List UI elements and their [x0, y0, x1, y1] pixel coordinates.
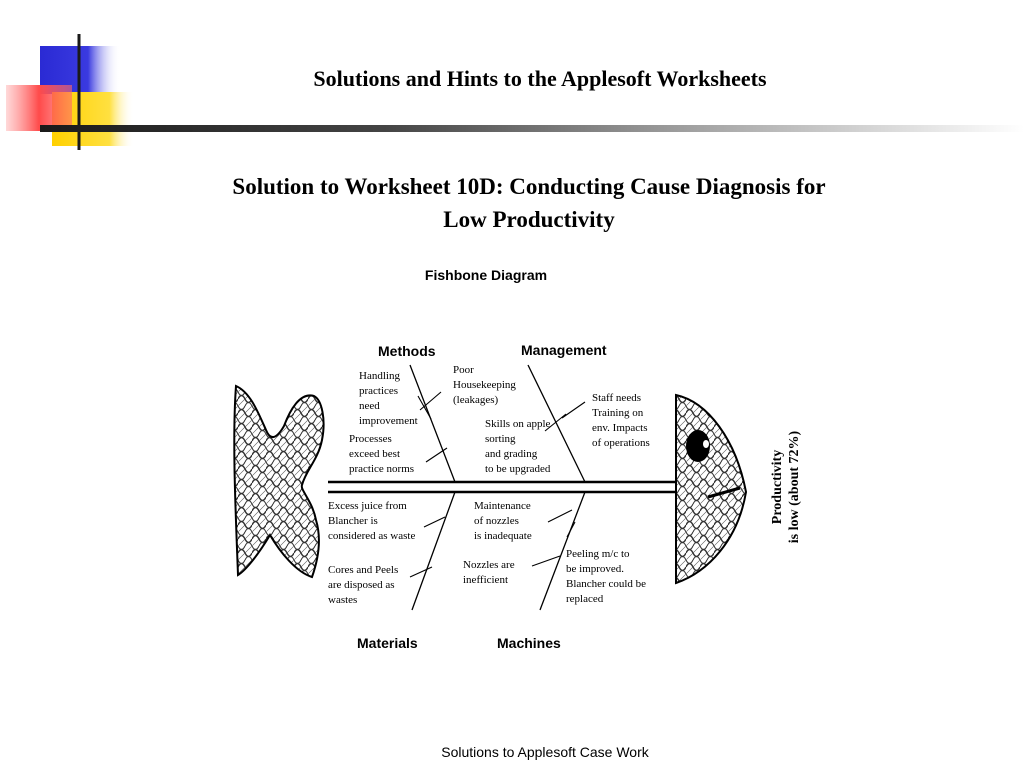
category-methods: Methods	[378, 343, 436, 359]
category-machines: Machines	[497, 635, 561, 651]
slide-title-line1: Solution to Worksheet 10D: Conducting Cause Diagnosis for	[232, 174, 826, 199]
cause-staff-training: Staff needs Training on env. Impacts of operations	[592, 392, 650, 449]
cause-poor-housekeeping: Poor Housekeeping (leakages)	[453, 364, 516, 406]
cause-peeling: Peeling m/c to be improved. Blancher could be replaced	[566, 548, 647, 605]
footer-text: Solutions to Applesoft Case Work	[441, 744, 649, 760]
cause-cores-peels: Cores and Peels are disposed as wastes	[328, 564, 399, 606]
category-management: Management	[521, 342, 607, 358]
effect-label: Productivity is low (about 72%)	[770, 430, 802, 544]
diagram-title: Fishbone Diagram	[424, 267, 548, 283]
bone-materials	[412, 492, 455, 610]
category-materials: Materials	[357, 635, 418, 651]
cause-nozzles: Nozzles are inefficient	[463, 559, 515, 586]
cause-handling-practices: Handling practices need improvement	[359, 370, 418, 427]
cause-processes: Processes exceed best practice norms	[349, 433, 415, 475]
slide-title-line2: Low Productivity	[443, 207, 615, 232]
header-title: Solutions and Hints to the Applesoft Worksheets	[313, 66, 767, 91]
cause-excess-juice: Excess juice from Blancher is considered as waste	[328, 500, 416, 542]
fish-tail	[234, 386, 323, 577]
cause-skills: Skills on apple sorting and grading to be upgraded	[485, 418, 551, 475]
cause-maintenance: Maintenance of nozzles is inadequate	[474, 500, 532, 542]
